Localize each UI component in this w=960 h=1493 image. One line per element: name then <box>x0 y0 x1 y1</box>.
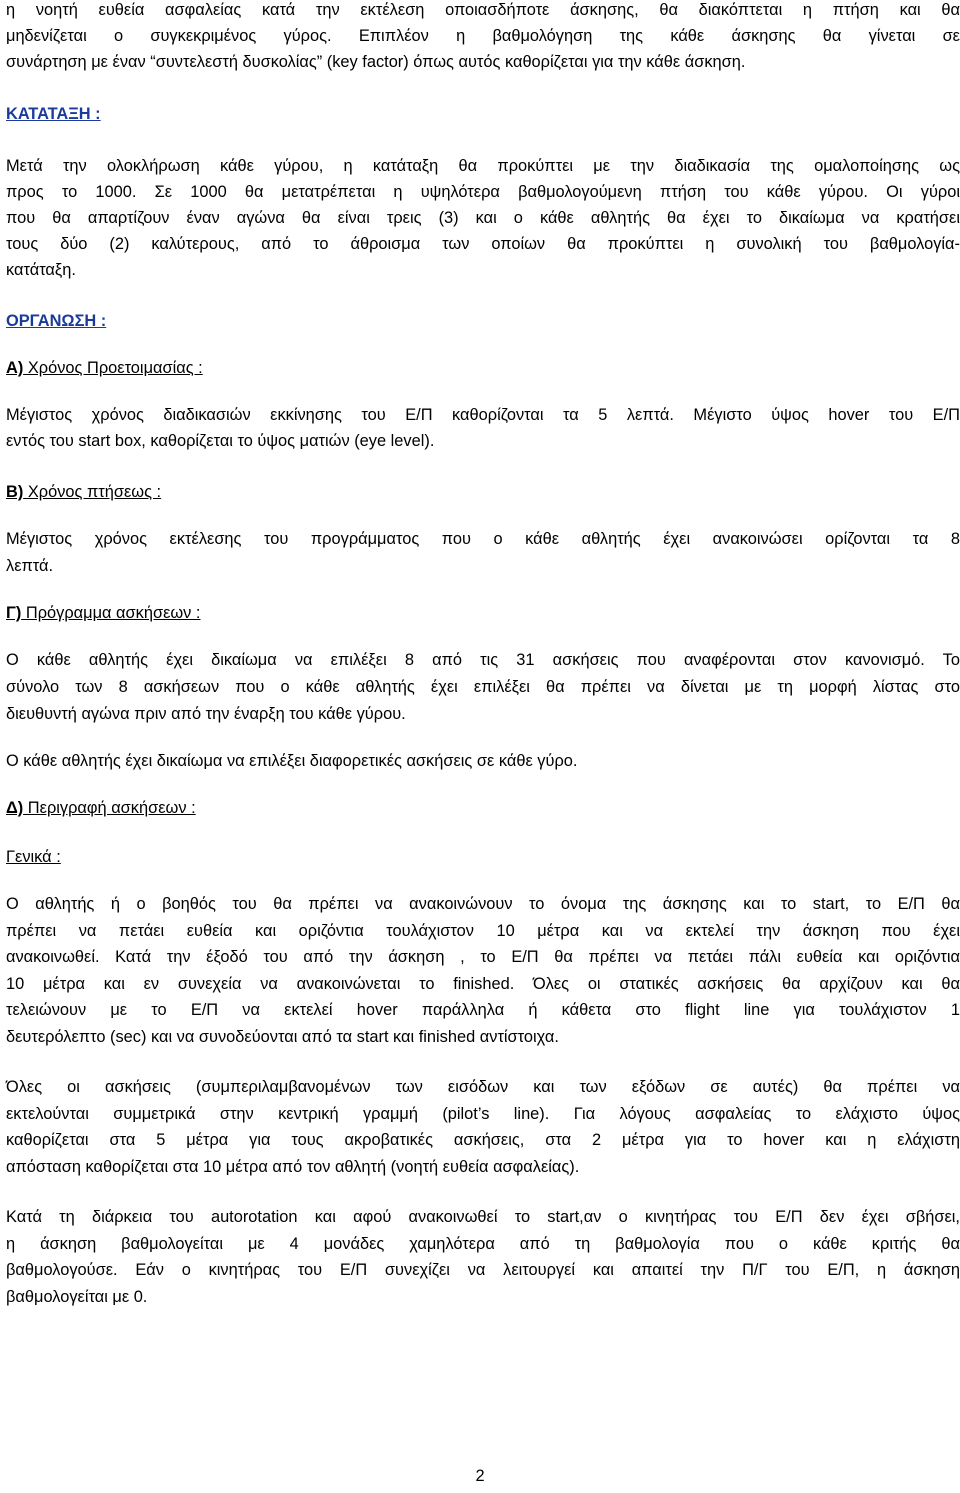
general-p1-line-1: Ο αθλητής ή ο βοηθός του θα πρέπει να ανακοινώνουν το όνομα της άσκησης και το start, το Ε/Π θα <box>6 895 960 913</box>
general-p3-line-3: βαθμολογούσε. Εάν ο κινητήρας του Ε/Π συνεχίζει να λειτουργεί και απαιτεί την Π/Γ του Ε/Π, η άσκηση <box>6 1261 960 1279</box>
section-c-line-1: Ο κάθε αθλητής έχει δικαίωμα να επιλέξει 8 από τις 31 ασκήσεις που αναφέρονται στον κανονισμό. Το <box>6 651 960 669</box>
general-p3-line-2: η άσκηση βαθμολογείται με 4 μονάδες χαμηλότερα από τη βαθμολογία που ο κάθε κριτής θα <box>6 1235 960 1253</box>
general-subheading <box>6 847 960 867</box>
general-p3-line-4: βαθμολογείται με 0. <box>6 1288 148 1306</box>
intro-line-3: συνάρτηση με έναν “συντελεστή δυσκολίας” (key factor) όπως αυτός καθορίζεται για την κάθε άσκηση. <box>6 53 746 71</box>
section-d-label: Περιγραφή ασκήσεων : <box>23 799 196 817</box>
section-b-title <box>6 482 960 502</box>
general-p2-line-1: Όλες οι ασκήσεις (συμπεριλαμβανομένων των εισόδων και των εξόδων σε αυτές) θα πρέπει να <box>6 1078 960 1096</box>
section-a-letter: Α) <box>6 359 24 377</box>
section-c-label: Πρόγραμμα ασκήσεων : <box>21 604 201 622</box>
intro-line-2: μηδενίζεται ο συγκεκριμένος γύρος. Επιπλέον η βαθμολόγηση της κάθε άσκησης θα γίνεται σε <box>6 27 960 45</box>
general-p3-line-1: Κατά τη διάρκεια του autorotation και αφού ανακοινωθεί το start,αν ο κινητήρας του Ε/Π δεν έχει σβήσει, <box>6 1208 960 1226</box>
general-p1-line-3: ανακοινωθεί. Κατά την έξοδό του από την άσκηση , το Ε/Π θα πρέπει να πετάει πάλι ευθεία και οριζόντια <box>6 948 960 966</box>
classification-line-4: τους δύο (2) καλύτερους, από το άθροισμα των οποίων θα προκύπτει η συνολική του βαθμολογία- <box>6 235 960 253</box>
section-c-line-3: διευθυντή αγώνα πριν από την έναρξη του κάθε γύρου. <box>6 705 406 723</box>
page-number: 2 <box>475 1467 485 1485</box>
general-p2-line-2: εκτελούνται συμμετρικά στην κεντρική γραμμή (pilot’s line). Για λόγους ασφαλείας το ελάχιστο ύψος <box>6 1105 960 1123</box>
classification-line-3: που θα απαρτίζουν έναν αγώνα θα είναι τρεις (3) και ο κάθε αθλητής θα έχει το δικαίωμα να κρατήσει <box>6 209 960 227</box>
general-p2-line-3: καθορίζεται στα 5 μέτρα για τους ακροβατικές ασκήσεις, στα 2 μέτρα για το hover και η ελάχιστη <box>6 1131 960 1149</box>
general-p1-line-2: πρέπει να πετάει ευθεία και οριζόντια τουλάχιστον 10 μέτρα και να εκτελεί την άσκηση που έχει <box>6 922 960 940</box>
classification-line-5: κατάταξη. <box>6 261 76 279</box>
section-b-label: Χρόνος πτήσεως : <box>23 483 162 501</box>
section-a-label: Χρόνος Προετοιμασίας : <box>23 359 203 377</box>
general-p1-line-5: τελειώνουν με το Ε/Π να εκτελεί hover παράλληλα ή κάθετα στο flight line για τουλάχιστον 1 <box>6 1001 960 1019</box>
section-b-letter: Β) <box>6 483 24 501</box>
classification-line-2: προς το 1000. Σε 1000 θα μετατρέπεται η υψηλότερα βαθμολογούμενη πτήση του κάθε γύρου. Οι γύροι <box>6 183 960 201</box>
classification-heading: ΚΑΤΑΤΑΞΗ : <box>6 105 101 123</box>
section-c-title <box>6 603 960 623</box>
section-a-line-2: εντός του start box, καθορίζεται το ύψος ματιών (eye level). <box>6 432 435 450</box>
intro-line-1: η νοητή ευθεία ασφαλείας κατά την εκτέλεση οποιασδήποτε άσκησης, θα διακόπτεται η πτήση και θα <box>6 1 960 19</box>
general-p1-line-4: 10 μέτρα και εν συνεχεία να ανακοινώνεται το finished. Όλες οι στατικές ασκήσεις θα αρχίζουν και θα <box>6 975 960 993</box>
section-c-line-4: Ο κάθε αθλητής έχει δικαίωμα να επιλέξει διαφορετικές ασκήσεις σε κάθε γύρο. <box>6 752 578 770</box>
general-p1-line-6: δευτερόλεπτο (sec) και να συνοδεύονται από τα start και finished αντίστοιχα. <box>6 1028 559 1046</box>
section-c-letter: Γ) <box>6 604 22 622</box>
section-d-letter: Δ) <box>6 799 24 817</box>
general-p2-line-4: απόσταση καθορίζεται στα 10 μέτρα από τον αθλητή (νοητή ευθεία ασφαλείας). <box>6 1158 580 1176</box>
section-b-line-2: λεπτά. <box>6 557 54 575</box>
section-a-title <box>6 358 960 378</box>
organization-heading: ΟΡΓΑΝΩΣΗ : <box>6 312 107 330</box>
general-label: Γενικά : <box>6 848 61 866</box>
section-d-title <box>6 798 960 818</box>
section-a-line-1: Μέγιστος χρόνος διαδικασιών εκκίνησης του Ε/Π καθορίζονται τα 5 λεπτά. Μέγιστο ύψος hover του Ε/Π <box>6 406 960 424</box>
section-b-line-1: Μέγιστος χρόνος εκτέλεσης του προγράμματος που ο κάθε αθλητής έχει ανακοινώσει ορίζονται τα 8 <box>6 530 960 548</box>
section-c-line-2: σύνολο των 8 ασκήσεων που ο κάθε αθλητής έχει επιλέξει θα πρέπει να δίνεται με τη μορφή λίστας στο <box>6 678 960 696</box>
classification-line-1: Μετά την ολοκλήρωση κάθε γύρου, η κατάταξη θα προκύπτει με την διαδικασία της ομαλοποίησης ως <box>6 157 960 175</box>
